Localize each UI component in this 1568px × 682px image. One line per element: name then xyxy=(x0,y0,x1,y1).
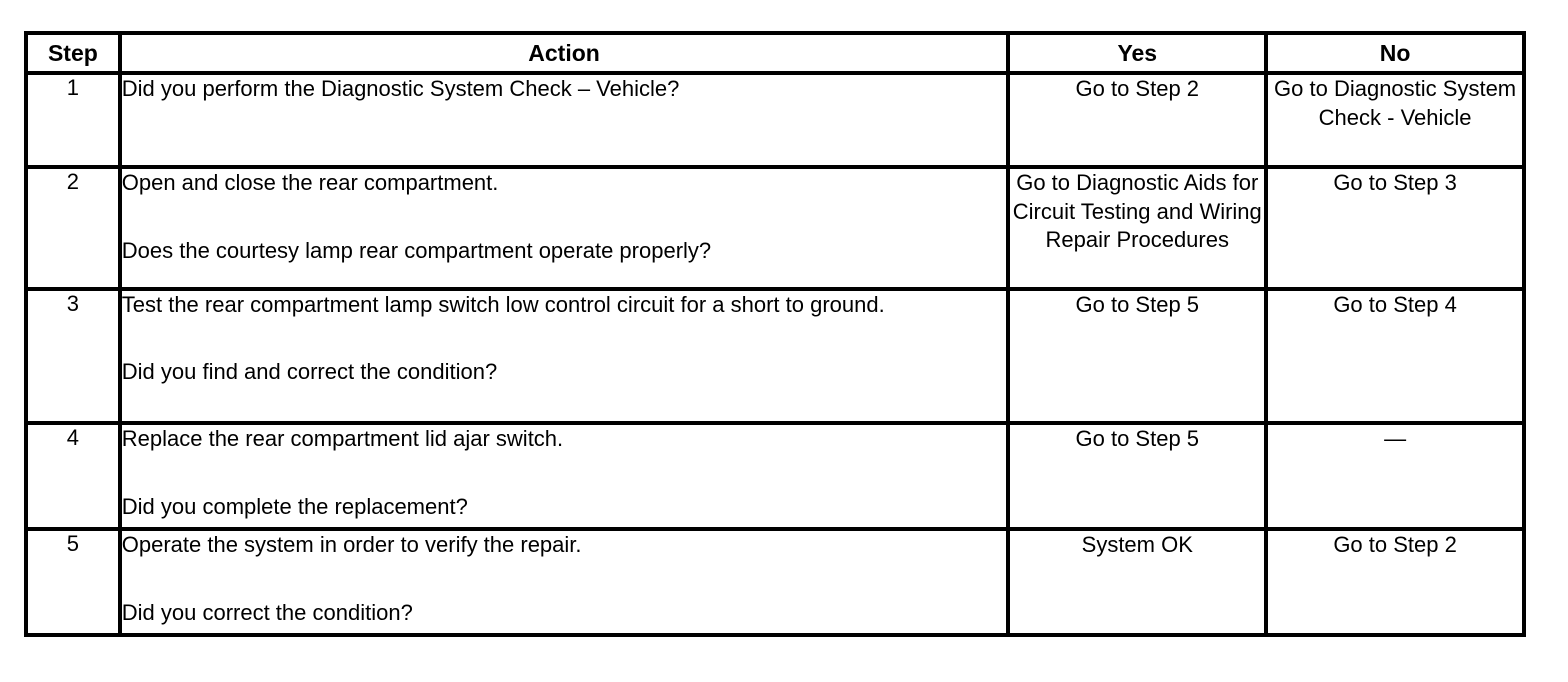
action-cell xyxy=(120,73,1009,167)
header-row xyxy=(26,33,1524,73)
yes-cell: Go to Step 2 xyxy=(1008,73,1266,167)
action-cell xyxy=(120,423,1009,529)
action-question: Does the courtesy lamp rear compartment operate properly? xyxy=(121,238,712,263)
table-row xyxy=(26,167,1524,289)
table-row xyxy=(26,423,1524,529)
action-question: Did you find and correct the condition? xyxy=(121,359,498,384)
no-cell: Go to Step 3 xyxy=(1266,167,1524,289)
step-number: 4 xyxy=(26,423,120,529)
yes-cell: System OK xyxy=(1008,529,1266,635)
action-text: Test the rear compartment lamp switch low control circuit for a short to ground. xyxy=(121,292,885,317)
yes-cell: Go to Diagnostic Aids for Circuit Testing and Wiring Repair Procedures xyxy=(1008,167,1266,289)
header-no: No xyxy=(1266,33,1524,73)
no-cell: Go to Diagnostic System Check - Vehicle xyxy=(1266,73,1524,167)
action-cell xyxy=(120,289,1009,423)
header-action: Action xyxy=(120,33,1009,73)
no-cell: Go to Step 2 xyxy=(1266,529,1524,635)
table-row xyxy=(26,529,1524,635)
step-number: 5 xyxy=(26,529,120,635)
step-number: 2 xyxy=(26,167,120,289)
no-cell: — xyxy=(1266,423,1524,529)
action-text: Open and close the rear compartment. xyxy=(121,170,499,195)
action-question: Did you correct the condition? xyxy=(121,600,413,625)
yes-cell: Go to Step 5 xyxy=(1008,423,1266,529)
no-cell: Go to Step 4 xyxy=(1266,289,1524,423)
action-text: Operate the system in order to verify the repair. xyxy=(121,532,582,557)
step-number: 1 xyxy=(26,73,120,167)
action-cell xyxy=(120,529,1009,635)
table-row xyxy=(26,73,1524,167)
yes-cell: Go to Step 5 xyxy=(1008,289,1266,423)
action-text: Did you perform the Diagnostic System Check – Vehicle? xyxy=(121,76,680,101)
header-yes: Yes xyxy=(1008,33,1266,73)
action-cell xyxy=(120,167,1009,289)
action-text: Replace the rear compartment lid ajar switch. xyxy=(121,426,564,451)
table-row xyxy=(26,289,1524,423)
diagnostic-table xyxy=(24,31,1526,637)
action-question: Did you complete the replacement? xyxy=(121,494,468,519)
step-number: 3 xyxy=(26,289,120,423)
header-step: Step xyxy=(26,33,120,73)
